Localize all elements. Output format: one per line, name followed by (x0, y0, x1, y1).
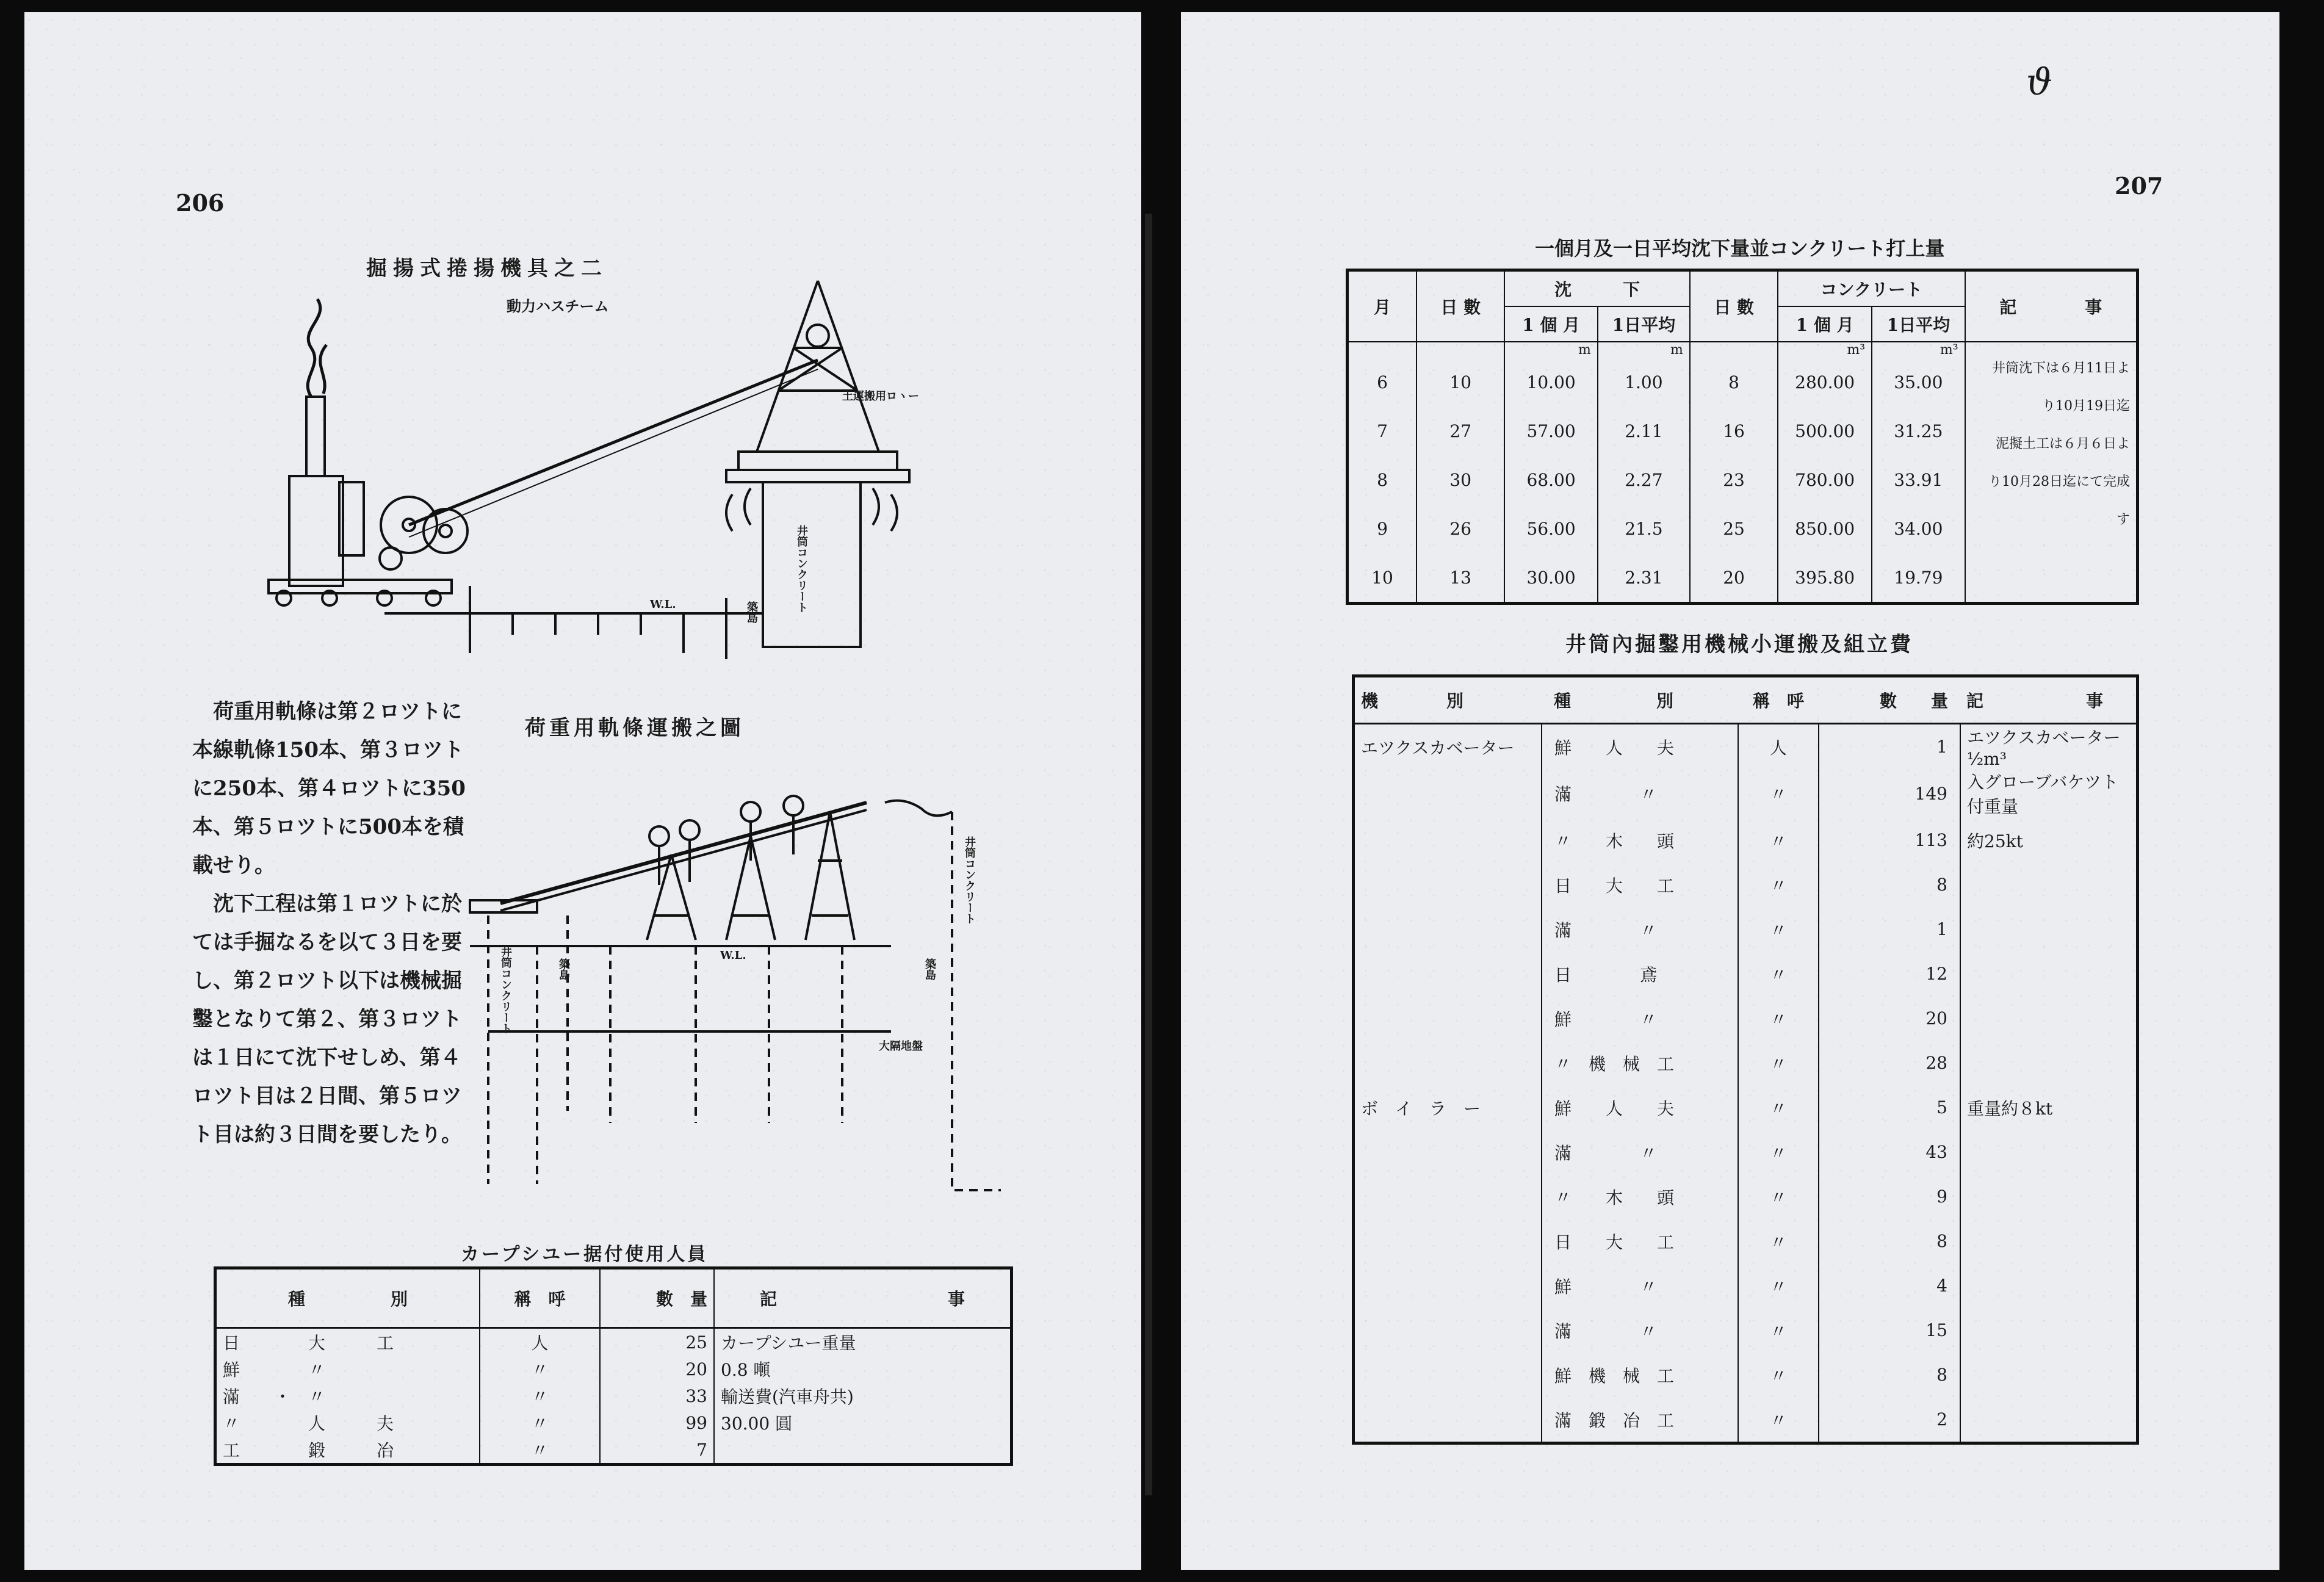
table-cell: 25 (1690, 504, 1778, 553)
table-cell: 33 (600, 1382, 714, 1409)
table-cell: 850.00 (1778, 504, 1872, 553)
column-header: 記 事 (714, 1268, 1012, 1328)
unit-label: m³ (1778, 342, 1872, 358)
table-cell: 工 鍛 冶 (215, 1436, 480, 1465)
table-cell: 〃 (1738, 1174, 1819, 1219)
column-header-sinking: 沈 下 (1504, 270, 1690, 307)
unit-label: m (1598, 342, 1690, 358)
table-cell: 280.00 (1778, 358, 1872, 406)
table-cell: 滿 ・ 〃 (215, 1382, 480, 1409)
table-row (1354, 1308, 2138, 1353)
table-cell: 99 (600, 1409, 714, 1436)
table-cell: 〃 (1738, 1041, 1819, 1085)
unit-label: m (1504, 342, 1598, 358)
table-cell: 〃 人 夫 (215, 1409, 480, 1436)
left-page (24, 12, 1141, 1570)
table-header-row (1354, 676, 2138, 724)
table-cell: 日 大 工 (215, 1328, 480, 1356)
table-header-row (1348, 270, 2138, 307)
figure1-winch-diagram (226, 269, 989, 665)
table-cell: 重量約８kt (1960, 1085, 2138, 1130)
table-cell: エツクスカベーター½m³ (1960, 724, 2138, 770)
table-cell (1960, 1130, 2138, 1174)
staff-table-title: カープシユー据付使用人員 (461, 1244, 709, 1265)
rail-transport-drawing (464, 745, 1050, 1208)
table-cell: 8 (1819, 1353, 1960, 1397)
table-cell (1960, 1263, 2138, 1308)
column-header: 種 別 (215, 1268, 480, 1328)
column-header: 稱 呼 (1738, 676, 1819, 724)
table-cell (1354, 1308, 1542, 1353)
table-cell: 35.00 (1872, 358, 1965, 406)
table-header-row (215, 1268, 1012, 1328)
table-row (1354, 1353, 2138, 1397)
table-cell (1354, 952, 1542, 996)
column-header: 機 別 (1354, 676, 1542, 724)
table-cell: 8 (1348, 455, 1417, 504)
figure1-label-wl: W.L. (650, 598, 676, 611)
table-cell: 30 (1416, 455, 1504, 504)
table-row (1354, 996, 2138, 1041)
column-header-remarks: 記 事 (1965, 270, 2138, 342)
table-cell: 人 (480, 1328, 600, 1356)
units-row (1348, 342, 2138, 358)
table-cell: 2.11 (1598, 406, 1690, 455)
figure1-label-top: 土運搬用ロヽー (842, 390, 919, 403)
table-cell: 〃 木 頭 (1542, 818, 1738, 862)
table-cell: 輸送費(汽車舟共) (721, 1387, 854, 1407)
figure2-label-wl: W.L. (720, 949, 746, 962)
table-row (215, 1382, 1012, 1409)
column-header-days: 日 數 (1690, 270, 1778, 342)
table-cell: 〃 (1738, 1219, 1819, 1263)
table-cell: 〃 (480, 1382, 600, 1409)
table-row (1354, 1397, 2138, 1443)
table-cell (1354, 1263, 1542, 1308)
table-cell (1354, 862, 1542, 907)
column-header-concrete: コンクリート (1778, 270, 1965, 307)
table-cell (1960, 952, 2138, 996)
table-cell (1354, 1174, 1542, 1219)
table-cell (1354, 1353, 1542, 1397)
table-cell: 149 (1819, 769, 1960, 818)
table-row (1354, 1263, 2138, 1308)
table-cell (1354, 1130, 1542, 1174)
table-cell: 鮮 機 械 工 (1542, 1353, 1738, 1397)
table-cell: 30.00 (1504, 553, 1598, 604)
table-cell: 12 (1819, 952, 1960, 996)
table-row (1354, 952, 2138, 996)
table-cell: 20 (600, 1356, 714, 1382)
figure1-label-well: 井筒コンクリート (795, 525, 808, 613)
table-cell: 6 (1348, 358, 1417, 406)
table-cell: カープシユー重量 (721, 1333, 856, 1353)
table-cell: 1.00 (1598, 358, 1690, 406)
remark-line: 泥擬土工は６月６日よ (1995, 436, 2130, 452)
table-cell: 〃 (1738, 1263, 1819, 1308)
table-cell: 鮮 人 夫 (1542, 724, 1738, 770)
table-cell: 28 (1819, 1041, 1960, 1085)
remarks-cell (1965, 342, 2138, 604)
table-cell (1354, 1041, 1542, 1085)
table-cell: 2.27 (1598, 455, 1690, 504)
table-cell: 113 (1819, 818, 1960, 862)
table-cell (1960, 907, 2138, 952)
table-cell: 23 (1690, 455, 1778, 504)
staff-table (214, 1266, 1013, 1466)
table-cell: 20 (1819, 996, 1960, 1041)
table-cell: 滿 〃 (1542, 907, 1738, 952)
table-cell: 10 (1416, 358, 1504, 406)
table-cell: 500.00 (1778, 406, 1872, 455)
table-cell: 〃 (1738, 1308, 1819, 1353)
table-cell (1960, 1041, 2138, 1085)
table-row (1354, 769, 2138, 818)
table-cell (1354, 907, 1542, 952)
table-cell: 滿 鍛 冶 工 (1542, 1397, 1738, 1443)
figure2-rail-transport-diagram (464, 745, 1050, 1208)
table-cell: 19.79 (1872, 553, 1965, 604)
table-cell (1354, 996, 1542, 1041)
remark-line: り10月28日迄にて完成 (1988, 474, 2130, 489)
table-cell: 〃 (480, 1356, 600, 1382)
winch-drawing (226, 269, 989, 665)
table-cell: 2.31 (1598, 553, 1690, 604)
table-cell: 鮮 〃 (215, 1356, 480, 1382)
table-cell: 〃 (1738, 1397, 1819, 1443)
table-cell: 68.00 (1504, 455, 1598, 504)
table-cell: 滿 〃 (1542, 1308, 1738, 1353)
figure2-label-well-right: 井筒コンクリート (963, 836, 976, 924)
table-cell (1354, 769, 1542, 818)
table-row (1354, 1174, 2138, 1219)
table-cell: 27 (1416, 406, 1504, 455)
column-header-one-month: 1 個 月 (1504, 306, 1598, 342)
table-cell: 入グローブバケツト付重量 (1960, 769, 2138, 818)
table-row (1354, 1130, 2138, 1174)
table-cell: 鮮 〃 (1542, 996, 1738, 1041)
figure1-subtitle: 動力ハスチーム (507, 297, 609, 315)
column-header-days: 日 數 (1416, 270, 1504, 342)
table-cell (1354, 1219, 1542, 1263)
remark-line: す (2116, 512, 2130, 527)
table-cell: 16 (1690, 406, 1778, 455)
right-page (1181, 12, 2279, 1570)
table-cell: 10 (1348, 553, 1417, 604)
table-cell: 20 (1690, 553, 1778, 604)
table-cell: 〃 (1738, 1353, 1819, 1397)
table-cell: 〃 (1738, 907, 1819, 952)
table-cell: 15 (1819, 1308, 1960, 1353)
machine-table (1352, 674, 2139, 1445)
table-cell (1354, 1397, 1542, 1443)
column-header-one-month: 1 個 月 (1778, 306, 1872, 342)
figure2-label-island-right: 築島 (923, 958, 936, 980)
table-cell: 10.00 (1504, 358, 1598, 406)
column-header-one-day: 1日平均 (1872, 306, 1965, 342)
table-cell: 1 (1819, 724, 1960, 770)
sinking-table (1346, 269, 2139, 605)
table-cell: 0.8 噸 (721, 1360, 771, 1380)
table-cell: 9 (1819, 1174, 1960, 1219)
table-cell (1960, 862, 2138, 907)
table-cell: 鮮 人 夫 (1542, 1085, 1738, 1130)
table-cell (1960, 996, 2138, 1041)
table-row (215, 1409, 1012, 1436)
table-cell: 〃 (1738, 818, 1819, 862)
table-cell: 33.91 (1872, 455, 1965, 504)
column-header-month: 月 (1348, 270, 1417, 342)
table-cell: 4 (1819, 1263, 1960, 1308)
table-row (1354, 818, 2138, 862)
table-cell: 8 (1690, 358, 1778, 406)
table-cell (1354, 818, 1542, 862)
sinking-table-title: 一個月及一日平均沈下量並コンクリート打上量 (1535, 237, 1945, 260)
table-cell: 26 (1416, 504, 1504, 553)
figure2-label-island-left: 築島 (557, 958, 570, 980)
table-cell: 2 (1819, 1397, 1960, 1443)
table-cell: 5 (1819, 1085, 1960, 1130)
table-cell: 〃 (480, 1436, 600, 1465)
table-cell: 25 (600, 1328, 714, 1356)
table-cell: ボ イ ラ ー (1361, 1098, 1481, 1119)
table-cell: 43 (1819, 1130, 1960, 1174)
table-row (1354, 1041, 2138, 1085)
table-cell: 56.00 (1504, 504, 1598, 553)
table-row (1354, 724, 2138, 770)
body-paragraph-1: 荷重用軌條は第２ロツトに本線軌條150本、第３ロツトに250本、第４ロツトに350本、第５ロツトに500本を積載せり。 (192, 699, 466, 878)
table-row (215, 1328, 1012, 1356)
table-cell: 人 (1738, 724, 1819, 770)
table-cell (1960, 1174, 2138, 1219)
table-cell: 13 (1416, 553, 1504, 604)
remark-line: 井筒沈下は６月11日よ (1992, 361, 2130, 376)
table-cell (1960, 1219, 2138, 1263)
table-row (1354, 862, 2138, 907)
table-cell (714, 1436, 1012, 1465)
corner-mark: ϑ (2026, 61, 2052, 104)
figure2-label-ground: 大隔地盤 (879, 1040, 923, 1053)
table-cell: 9 (1348, 504, 1417, 553)
table-cell: 〃 (1738, 862, 1819, 907)
column-header-one-day: 1日平均 (1598, 306, 1690, 342)
column-header: 數 量 (600, 1268, 714, 1328)
table-cell: 〃 (1738, 996, 1819, 1041)
remark-line: り10月19日迄 (2042, 399, 2130, 414)
table-cell: 日 大 工 (1542, 862, 1738, 907)
column-header: 記 事 (1960, 676, 2138, 724)
table-cell: 30.00 圓 (721, 1414, 793, 1434)
figure2-label-well-left: 井筒コンクリート (499, 946, 512, 1034)
table-cell: 21.5 (1598, 504, 1690, 553)
table-cell: 鮮 〃 (1542, 1263, 1738, 1308)
table-row (1354, 1219, 2138, 1263)
figure1-label-island: 築島 (745, 601, 758, 623)
unit-label: m³ (1872, 342, 1965, 358)
table-cell (1960, 1308, 2138, 1353)
table-cell: 34.00 (1872, 504, 1965, 553)
table-cell: 〃 (1738, 769, 1819, 818)
table-cell: 約25kt (1960, 818, 2138, 862)
table-row (1354, 1085, 2138, 1130)
table-row (215, 1356, 1012, 1382)
column-header: 種 別 (1542, 676, 1738, 724)
table-cell: 7 (600, 1436, 714, 1465)
figure1-title: 掘揚式捲揚機具之二 (366, 256, 608, 281)
table-cell: 〃 機 械 工 (1542, 1041, 1738, 1085)
table-cell: エツクスカベーター (1361, 737, 1515, 758)
table-cell: 日 鳶 (1542, 952, 1738, 996)
table-cell: 〃 (1738, 1130, 1819, 1174)
table-cell: 滿 〃 (1542, 1130, 1738, 1174)
table-cell (1960, 1353, 2138, 1397)
table-cell: 8 (1819, 862, 1960, 907)
table-cell: 〃 (1738, 1085, 1819, 1130)
table-cell: 7 (1348, 406, 1417, 455)
body-text (192, 693, 473, 1154)
page-number-right: 207 (2115, 172, 2163, 200)
table-cell: 57.00 (1504, 406, 1598, 455)
table-cell: 1 (1819, 907, 1960, 952)
table-cell: 〃 木 頭 (1542, 1174, 1738, 1219)
body-paragraph-2: 沈下工程は第１ロツトに於ては手掘なるを以て３日を要し、第２ロツト以下は機械掘鑿となりて第２、第３ロツトは１日にて沈下せしめ、第４ロツト目は２日間、第５ロツト目は約３日間を要したり。 (192, 892, 462, 1147)
table-cell: 滿 〃 (1542, 769, 1738, 818)
table-cell: 780.00 (1778, 455, 1872, 504)
table-cell: 〃 (1738, 952, 1819, 996)
table-cell: 8 (1819, 1219, 1960, 1263)
table-cell: 31.25 (1872, 406, 1965, 455)
table-cell (1960, 1397, 2138, 1443)
figure2-title: 荷重用軌條運搬之圖 (525, 716, 745, 740)
column-header: 數 量 (1819, 676, 1960, 724)
table-row (215, 1436, 1012, 1465)
table-cell: 〃 (480, 1409, 600, 1436)
page-number-left: 206 (176, 189, 225, 217)
table-cell: 日 大 工 (1542, 1219, 1738, 1263)
column-header: 稱 呼 (480, 1268, 600, 1328)
table-row (1354, 907, 2138, 952)
table-cell: 395.80 (1778, 553, 1872, 604)
machine-table-title: 井筒內掘鑿用機械小運搬及組立費 (1565, 632, 1913, 657)
book-spine (1145, 214, 1152, 1495)
